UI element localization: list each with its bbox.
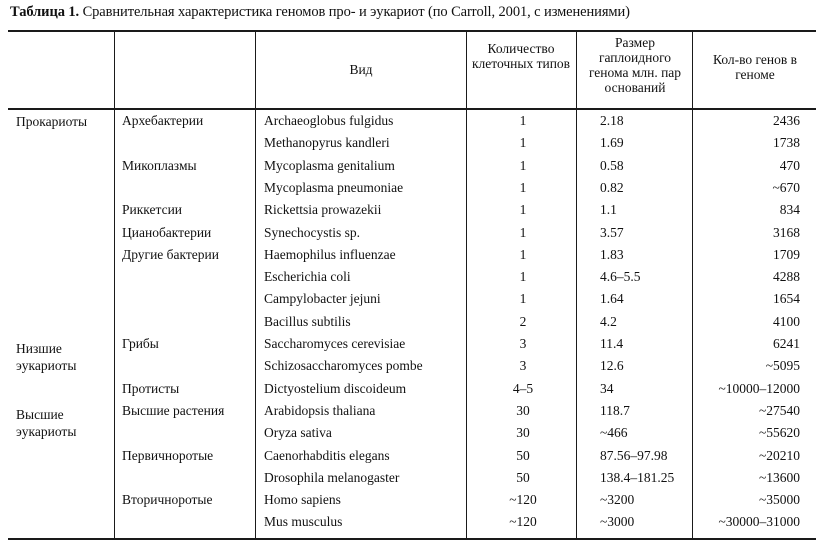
cell-types-value: 4–5 — [512, 381, 534, 396]
gene-count-value: 1738 — [773, 135, 800, 150]
species-name: Campylobacter jejuni — [264, 291, 381, 306]
cell-types-value: 30 — [516, 403, 530, 418]
genome-size-value: 1.83 — [600, 247, 624, 262]
gene-count-value: ~13600 — [758, 470, 800, 485]
gene-count-value: 4100 — [773, 314, 800, 329]
group-label-prokaryotes: Прокариоты — [16, 114, 88, 129]
header-species: Вид — [349, 62, 373, 77]
column-divider — [255, 31, 256, 538]
group-label-lower-eukaryotes: Низшие эукариоты — [16, 341, 77, 373]
subgroup-label: Первичноротые — [122, 448, 214, 463]
gene-count-value: 470 — [779, 158, 800, 173]
column-divider — [114, 31, 115, 538]
gene-count-value: ~10000–12000 — [718, 381, 800, 396]
genome-size-value: ~466 — [600, 425, 628, 440]
group-label-higher-eukaryotes: Высшие эукариоты — [16, 407, 77, 439]
species-name: Haemophilus influenzae — [264, 247, 396, 262]
table-caption-text: Сравнительная характеристика геномов про- и эукариот (по Carroll, 2001, с изменениями) — [82, 4, 630, 20]
species-name: Rickettsia prowazekii — [264, 202, 382, 217]
genome-size-value: 118.7 — [600, 403, 630, 418]
species-name: Mycoplasma genitalium — [264, 158, 395, 173]
genome-size-value: ~3200 — [600, 492, 635, 507]
subgroup-label: Риккетсии — [122, 202, 183, 217]
genome-size-value: 34 — [600, 381, 614, 396]
cell-types-value: ~120 — [509, 492, 537, 507]
genome-size-value: 0.82 — [600, 180, 624, 195]
gene-count-value: ~35000 — [758, 492, 800, 507]
gene-count-value: ~20210 — [758, 448, 800, 463]
species-name: Mycoplasma pneumoniae — [264, 180, 404, 195]
cell-types-value: 1 — [519, 202, 527, 217]
genome-size-value: 12.6 — [600, 358, 624, 373]
species-name: Homo sapiens — [264, 492, 341, 507]
gene-count-value: 6241 — [773, 336, 800, 351]
subgroup-label: Вторичноротые — [122, 492, 213, 507]
genome-size-value: 4.6–5.5 — [600, 269, 641, 284]
gene-count-value: 3168 — [773, 225, 800, 240]
genome-size-value: 3.57 — [600, 225, 624, 240]
gene-count-value: ~5095 — [765, 358, 800, 373]
cell-types-value: 1 — [519, 247, 527, 262]
genome-size-value: 0.58 — [600, 158, 624, 173]
genome-size-value: 1.64 — [600, 291, 624, 306]
cell-types-value: 1 — [519, 180, 527, 195]
genome-size-value: 4.2 — [600, 314, 617, 329]
cell-types-value: 50 — [516, 470, 530, 485]
gene-count-value: 834 — [779, 202, 800, 217]
cell-types-value: 1 — [519, 269, 527, 284]
species-name: Arabidopsis thaliana — [264, 403, 376, 418]
species-name: Archaeoglobus fulgidus — [264, 113, 394, 128]
gene-count-value: ~27540 — [758, 403, 800, 418]
cell-types-value: 3 — [519, 336, 527, 351]
genome-size-value: 11.4 — [600, 336, 624, 351]
species-name: Escherichia coli — [264, 269, 351, 284]
species-name: Caenorhabditis elegans — [264, 448, 390, 463]
gene-count-value: ~670 — [772, 180, 800, 195]
species-name: Bacillus subtilis — [264, 314, 351, 329]
table-caption — [10, 4, 815, 21]
genome-size-value: 138.4–181.25 — [600, 470, 675, 485]
cell-types-value: 1 — [519, 113, 527, 128]
gene-count-value: 2436 — [773, 113, 800, 128]
bottom-rule — [8, 538, 816, 540]
genome-size-value: 2.18 — [600, 113, 624, 128]
cell-types-value: 1 — [519, 225, 527, 240]
subgroup-label: Микоплазмы — [122, 158, 197, 173]
column-divider — [466, 31, 467, 538]
cell-types-value: 1 — [519, 291, 527, 306]
genome-size-value: 1.1 — [600, 202, 617, 217]
cell-types-value: 1 — [519, 158, 527, 173]
cell-types-value: 1 — [519, 135, 527, 150]
cell-types-value: 30 — [516, 425, 530, 440]
gene-count-value: ~30000–31000 — [718, 514, 800, 529]
header-gene-count: Кол-во генов в геноме — [713, 52, 797, 82]
species-name: Dictyostelium discoideum — [264, 381, 407, 396]
species-name: Saccharomyces cerevisiae — [264, 336, 406, 351]
subgroup-label: Другие бактерии — [122, 247, 219, 262]
cell-types-value: 2 — [519, 314, 527, 329]
cell-types-value: 3 — [519, 358, 527, 373]
gene-count-value: 1654 — [773, 291, 800, 306]
gene-count-value: ~55620 — [758, 425, 800, 440]
cell-types-value: 50 — [516, 448, 530, 463]
header-genome-size: Размер гаплоидного генома млн. пар оснований — [588, 35, 682, 95]
species-name: Methanopyrus kandleri — [264, 135, 390, 150]
cell-types-value: ~120 — [509, 514, 537, 529]
subgroup-label: Архебактерии — [122, 113, 204, 128]
table-caption-label: Таблица 1. — [10, 4, 80, 20]
species-name: Synechocystis sp. — [264, 225, 360, 240]
subgroup-label: Цианобактерии — [122, 225, 212, 240]
gene-count-value: 4288 — [773, 269, 800, 284]
species-name: Schizosaccharomyces pombe — [264, 358, 423, 373]
header-cell-types: Количество клеточных типов — [471, 41, 571, 71]
top-rule — [8, 30, 816, 32]
species-name: Mus musculus — [264, 514, 343, 529]
genome-size-value: 1.69 — [600, 135, 624, 150]
species-name: Oryza sativa — [264, 425, 332, 440]
subgroup-label: Высшие растения — [122, 403, 225, 418]
species-name: Drosophila melanogaster — [264, 470, 400, 485]
gene-count-value: 1709 — [773, 247, 800, 262]
genome-size-value: 87.56–97.98 — [600, 448, 668, 463]
genome-size-value: ~3000 — [600, 514, 635, 529]
subgroup-label: Протисты — [122, 381, 180, 396]
subgroup-label: Грибы — [122, 336, 159, 351]
header-rule — [8, 108, 816, 110]
